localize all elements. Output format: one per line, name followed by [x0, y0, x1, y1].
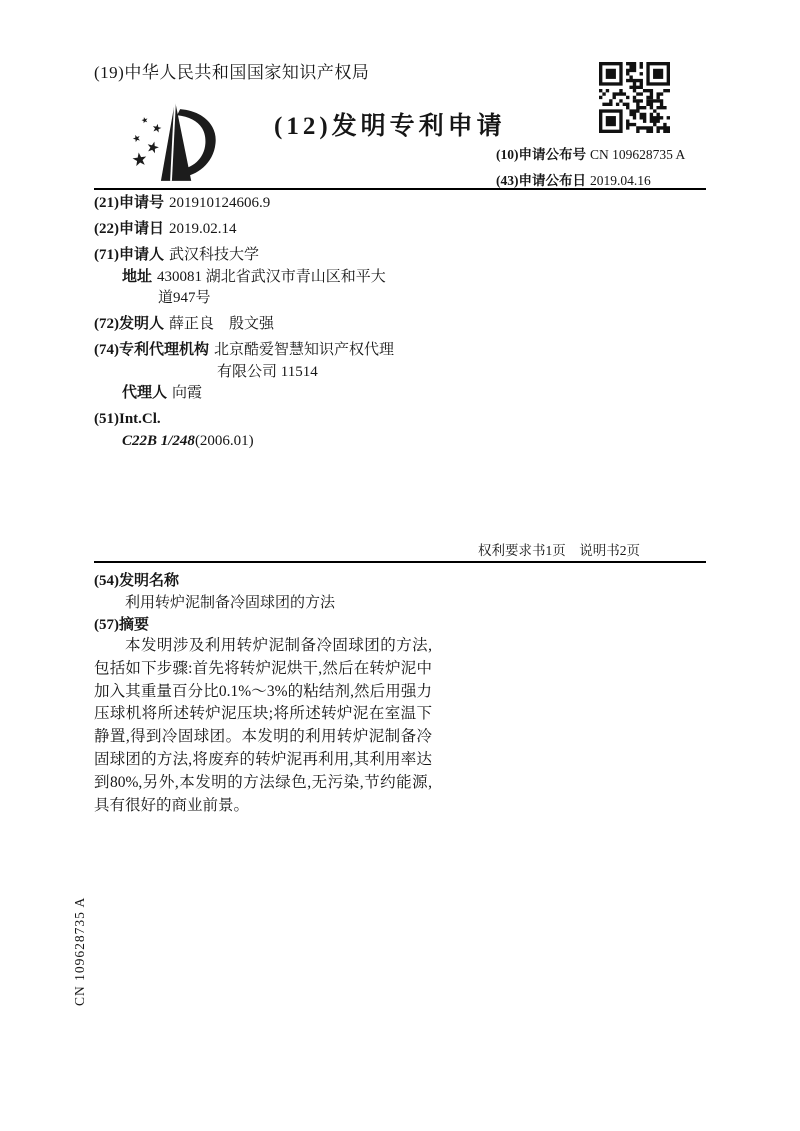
abstract-text: 本发明涉及利用转炉泥制备冷固球团的方法,包括如下步骤:首先将转炉泥烘干,然后在转炉泥中加入其重量百分比0.1%～3%的粘结剂,然后用强力压球机将所述转炉泥压块;将所述转炉泥在室温下静置,得到冷固球团。本发明的利用转炉泥制备冷固球团的方法,将废弃的转炉泥再利用,其利用率达到80%,另外,本发明的方法绿色,无污染,节约能源,具有很好的商业前景。 — [94, 637, 432, 814]
int-cl-label: (51)Int.Cl. — [94, 411, 161, 427]
publication-date-label: (43)申请公布日 — [496, 173, 586, 188]
applicant-value: 武汉科技大学 — [169, 247, 260, 263]
abstract-label: (57)摘要 — [94, 617, 149, 633]
application-number-value: 201910124606.9 — [169, 195, 271, 211]
agent-label: 代理人 — [122, 385, 168, 401]
document-type-title: (12)发明专利申请 — [274, 113, 506, 140]
agency-label: (74)专利代理机构 — [94, 342, 209, 358]
mid-divider-line — [94, 561, 706, 563]
cnipa-logo-icon — [113, 96, 225, 192]
application-number-row — [94, 193, 530, 215]
application-date-row — [94, 219, 530, 241]
address-value-line1: 430081 湖北省武汉市青山区和平大 — [157, 268, 386, 285]
int-cl-class: C22B 1/248 — [122, 432, 195, 449]
applicant-row — [94, 245, 530, 310]
invention-title-text: 利用转炉泥制备冷固球团的方法 — [125, 595, 336, 611]
agency-row — [94, 340, 530, 405]
patent-office-name: (19)中华人民共和国国家知识产权局 — [94, 63, 370, 82]
pages-info: 权利要求书1页 说明书2页 — [478, 543, 640, 558]
address-value-line2: 道947号 — [158, 290, 211, 306]
application-number-label: (21)申请号 — [94, 195, 164, 211]
address-label: 地址 — [122, 268, 153, 285]
publication-date — [496, 169, 651, 189]
application-date-label: (22)申请日 — [94, 221, 164, 237]
int-cl-row — [94, 409, 530, 452]
publication-number-label: (10)申请公布号 — [496, 147, 586, 162]
inventors-row — [94, 314, 530, 336]
int-cl-version: (2006.01) — [194, 432, 254, 449]
agency-value-line1: 北京酷爱智慧知识产权代理 — [214, 342, 395, 358]
publication-date-value: 2019.04.16 — [590, 173, 651, 188]
invention-title-label: (54)发明名称 — [94, 573, 179, 589]
bibliographic-block — [94, 193, 530, 457]
inventors-label: (72)发明人 — [94, 316, 164, 332]
agency-value-line2: 有限公司 11514 — [217, 363, 318, 380]
publication-number-value: CN 109628735 A — [590, 147, 686, 162]
publication-number — [496, 143, 685, 163]
application-date-value: 2019.02.14 — [169, 221, 237, 237]
header-divider-line — [94, 188, 706, 190]
agent-value: 向霞 — [172, 385, 203, 401]
inventors-value: 薛正良 殷文强 — [169, 316, 275, 332]
applicant-label: (71)申请人 — [94, 247, 164, 263]
qr-code — [599, 62, 670, 133]
side-publication-code: CN 109628735 A — [72, 896, 87, 1006]
